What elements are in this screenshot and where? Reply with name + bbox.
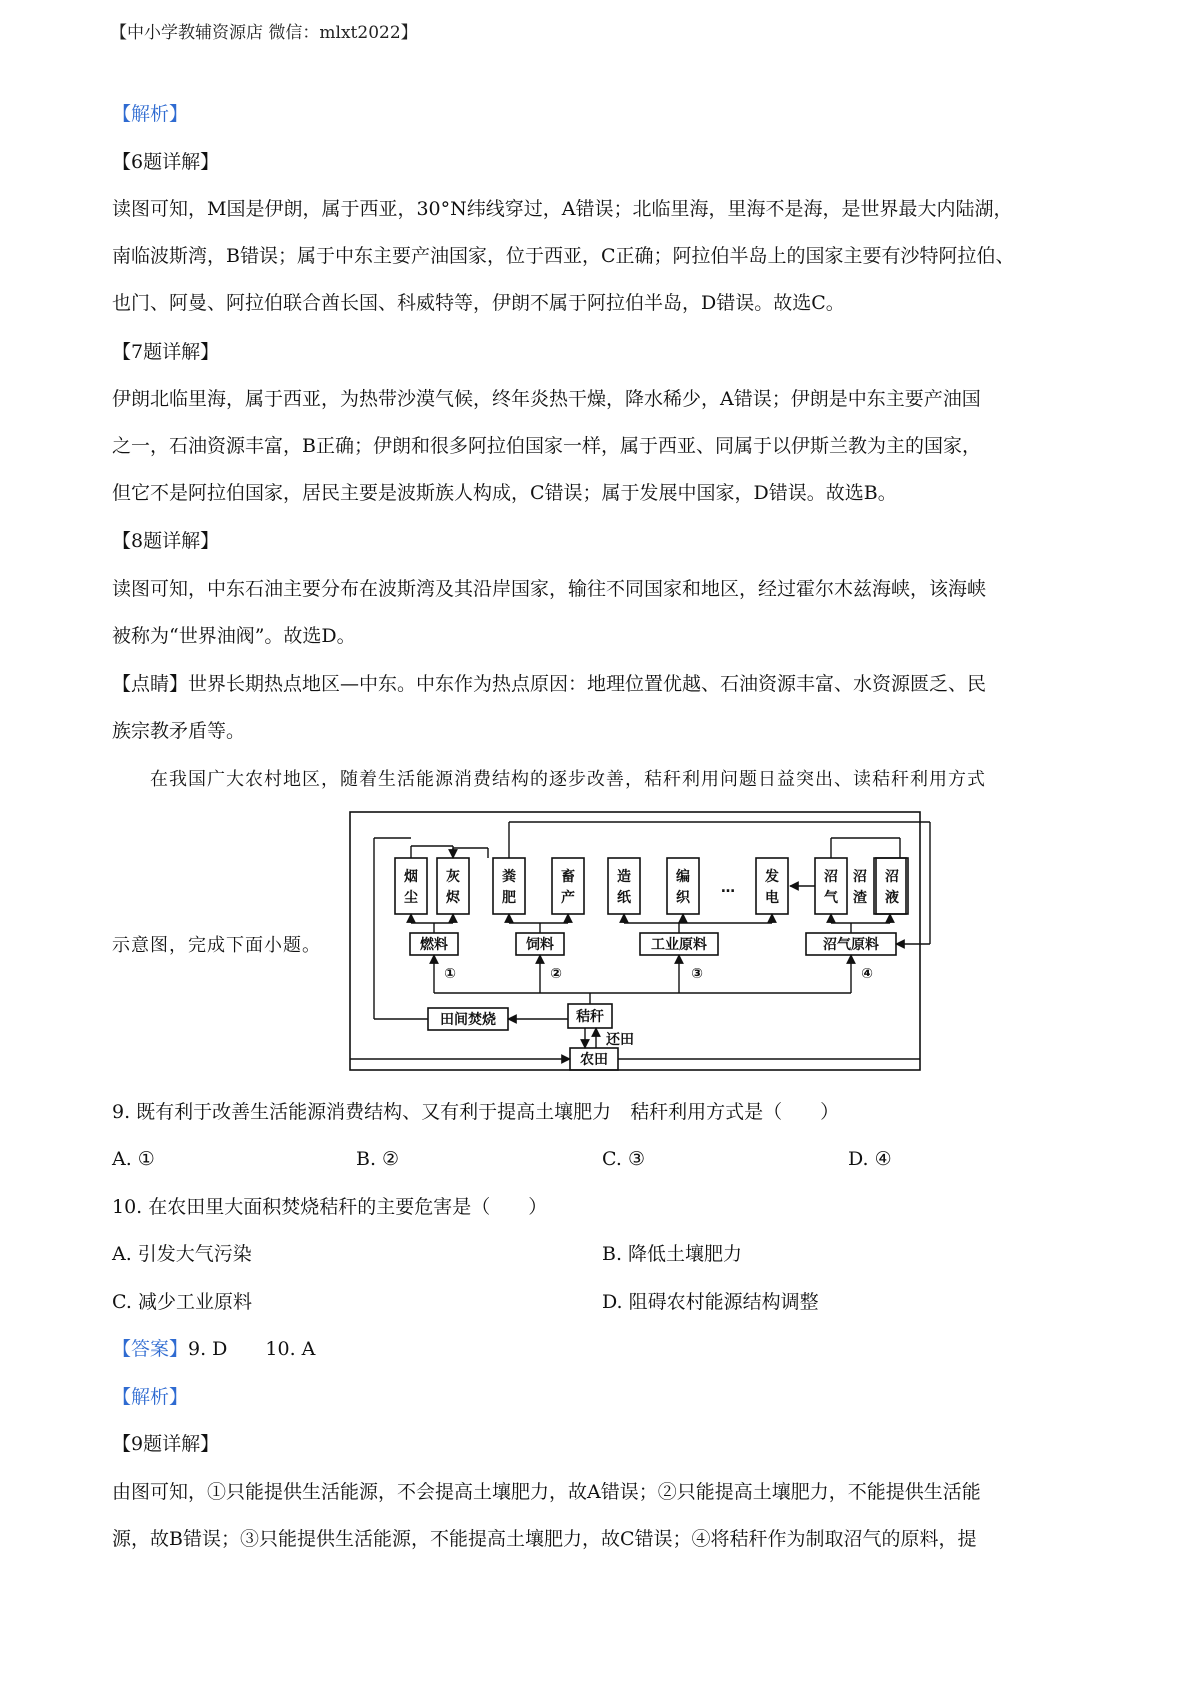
q10-stem: 10. 在农田里大面积焚烧秸秆的主要危害是（ ） bbox=[112, 1196, 548, 1218]
label-power-1: 发 bbox=[765, 869, 779, 885]
q8-line-1: 读图可知，中东石油主要分布在波斯湾及其沿岸国家，输往不同国家和地区，经过霍尔木兹海峡，该海峡 bbox=[112, 578, 987, 600]
q9-option-b[interactable]: B. ② bbox=[356, 1148, 400, 1170]
marker-4: ④ bbox=[861, 966, 873, 982]
label-paper-1: 造 bbox=[617, 869, 631, 885]
label-feed: 饲料 bbox=[526, 937, 554, 953]
label-residue-1: 沼 bbox=[853, 869, 867, 885]
intro-line-1: 在我国广大农村地区，随着生活能源消费结构的逐步改善，秸秆利用问题日益突出、读秸秆利用方式 bbox=[150, 769, 986, 790]
label-weaving-1: 编 bbox=[676, 869, 690, 885]
q8-heading: 【8题详解】 bbox=[112, 530, 220, 552]
answer-text: 9. D 10. A bbox=[188, 1338, 316, 1360]
label-industrial: 工业原料 bbox=[651, 937, 707, 953]
label-weaving-2: 织 bbox=[676, 890, 690, 906]
label-burning: 田间焚烧 bbox=[440, 1012, 496, 1028]
q9-heading: 【9题详解】 bbox=[112, 1433, 220, 1455]
label-residue-2: 渣 bbox=[853, 890, 867, 906]
label-ellipsis: … bbox=[721, 880, 735, 896]
straw-utilization-diagram bbox=[340, 808, 952, 1078]
label-return: 还田 bbox=[606, 1032, 634, 1048]
q6-line-2: 南临波斯湾，B错误；属于中东主要产油国家，位于西亚，C正确；阿拉伯半岛上的国家主要有沙特阿拉伯、 bbox=[112, 245, 1015, 267]
q9-option-c[interactable]: C. ③ bbox=[602, 1148, 645, 1170]
label-manure-2: 肥 bbox=[502, 890, 516, 906]
label-liquid-1: 沼 bbox=[885, 869, 899, 885]
q10-option-b[interactable]: B. 降低土壤肥力 bbox=[602, 1243, 743, 1265]
q9-stem: 9. 既有利于改善生活能源消费结构、又有利于提高土壤肥力 秸秆利用方式是（ ） bbox=[112, 1101, 840, 1123]
q10-option-c[interactable]: C. 减少工业原料 bbox=[112, 1291, 252, 1313]
q7-line-1: 伊朗北临里海，属于西亚，为热带沙漠气候，终年炎热干燥，降水稀少，A错误；伊朗是中东主要产油国 bbox=[112, 388, 981, 410]
label-livestock-2: 产 bbox=[561, 890, 575, 906]
q6-line-1: 读图可知，M国是伊朗，属于西亚，30°N纬线穿过，A错误；北临里海，里海不是海，是世界最大内陆湖， bbox=[112, 198, 1013, 220]
label-power-2: 电 bbox=[765, 890, 779, 906]
q7-line-2: 之一，石油资源丰富，B正确；伊朗和很多阿拉伯国家一样，属于西亚、同属于以伊斯兰教为主的国家， bbox=[112, 435, 981, 457]
q9-line-2: 源，故B错误；③只能提供生活能源，不能提高土壤肥力，故C错误；④将秸秆作为制取沼气的原料，提 bbox=[112, 1528, 977, 1550]
marker-2: ② bbox=[550, 966, 562, 982]
tip-text-1: 世界长期热点地区—中东。中东作为热点原因：地理位置优越、石油资源丰富、水资源匮乏、民 bbox=[188, 673, 987, 695]
label-ash-2: 烬 bbox=[446, 890, 460, 906]
label-straw: 秸秆 bbox=[576, 1009, 604, 1025]
analysis-label-2: 【解析】 bbox=[112, 1386, 189, 1408]
label-livestock-1: 畜 bbox=[561, 869, 575, 885]
label-liquid-2: 液 bbox=[885, 890, 899, 906]
label-paper-2: 纸 bbox=[617, 890, 631, 906]
label-smoke-2: 尘 bbox=[404, 890, 418, 906]
tip-line-1 bbox=[112, 670, 1102, 698]
marker-1: ① bbox=[444, 966, 456, 982]
q6-heading: 【6题详解】 bbox=[112, 151, 220, 173]
tip-label: 【点睛】 bbox=[112, 673, 189, 695]
q9-line-1: 由图可知，①只能提供生活能源，不会提高土壤肥力，故A错误；②只能提高土壤肥力，不能提供生活能 bbox=[112, 1481, 981, 1503]
q10-option-a[interactable]: A. 引发大气污染 bbox=[112, 1243, 252, 1265]
q9-option-d[interactable]: D. ④ bbox=[848, 1148, 892, 1170]
label-biogas-1: 沼 bbox=[824, 869, 838, 885]
label-farmland: 农田 bbox=[580, 1052, 608, 1068]
label-biogas-raw: 沼气原料 bbox=[823, 937, 879, 953]
q7-heading: 【7题详解】 bbox=[112, 341, 220, 363]
q8-line-2: 被称为“世界油阀”。故选D。 bbox=[112, 625, 356, 647]
answer-line bbox=[112, 1335, 1102, 1363]
label-ash-1: 灰 bbox=[446, 869, 460, 885]
q10-option-d[interactable]: D. 阻碍农村能源结构调整 bbox=[602, 1291, 819, 1313]
label-fuel: 燃料 bbox=[420, 937, 448, 953]
q7-line-3: 但它不是阿拉伯国家，居民主要是波斯族人构成，C错误；属于发展中国家，D错误。故选B。 bbox=[112, 482, 897, 504]
label-manure-1: 粪 bbox=[502, 869, 516, 885]
label-biogas-2: 气 bbox=[824, 890, 838, 906]
marker-3: ③ bbox=[691, 966, 703, 982]
tip-line-2: 族宗教矛盾等。 bbox=[112, 720, 246, 742]
intro-line-2: 示意图，完成下面小题。 bbox=[112, 935, 321, 956]
label-smoke-1: 烟 bbox=[404, 869, 418, 885]
answer-label: 【答案】 bbox=[112, 1338, 189, 1360]
watermark: 【中小学教辅资源店 微信：mlxt2022】 bbox=[110, 23, 418, 43]
q9-option-a[interactable]: A. ① bbox=[112, 1148, 155, 1170]
q6-line-3: 也门、阿曼、阿拉伯联合酋长国、科威特等，伊朗不属于阿拉伯半岛，D错误。故选C。 bbox=[112, 292, 845, 314]
analysis-label: 【解析】 bbox=[112, 103, 189, 125]
